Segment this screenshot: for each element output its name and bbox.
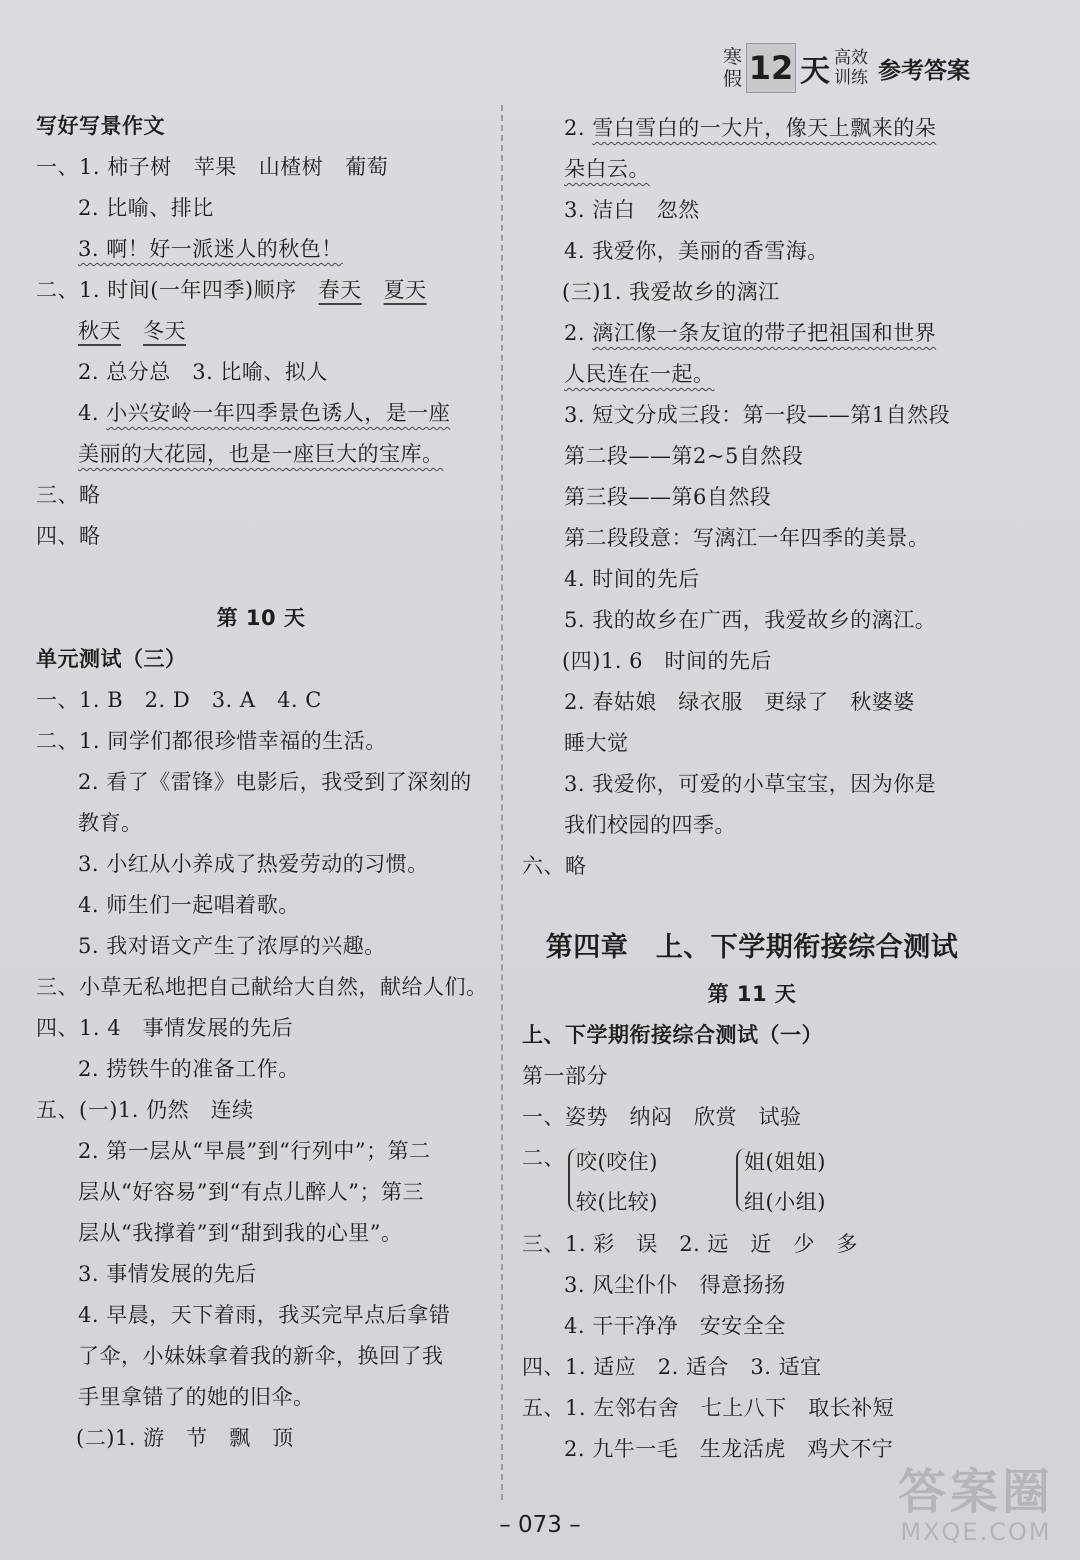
answer-line: 第三段——第6自然段 (564, 485, 772, 509)
answer-line: 层从“好容易”到“有点儿醉人”；第三 (78, 1180, 424, 1204)
day-count-badge: 12 (746, 43, 796, 93)
chapter-heading: 第四章 上、下学期衔接综合测试 (545, 932, 959, 963)
answer-line: 四、1. 4 事情发展的先后 (36, 1016, 294, 1040)
answer-line: 5. 我对语文产生了浓厚的兴趣。 (78, 934, 386, 958)
answer-line: 一、1. B 2. D 3. A 4. C (36, 688, 322, 712)
part-heading: 第一部分 (522, 1064, 608, 1088)
answer-line: 2. 漓江像一条友谊的带子把祖国和世界 (564, 321, 937, 345)
answer-line: 3. 洁白 忽然 (564, 198, 700, 222)
answer-line: (四)1. 6 时间的先后 (562, 649, 772, 673)
answer-line: 我们校园的四季。 (564, 813, 736, 837)
answer-line: 睡大觉 (564, 731, 629, 755)
answer-line: 美丽的大花园，也是一座巨大的宝库。 (78, 442, 444, 466)
answer-line: 二、1. 同学们都很珍惜幸福的生活。 (36, 729, 387, 753)
header-title: 参考答案 (878, 57, 970, 84)
answer-line: 一、1. 柿子树 苹果 山楂树 葡萄 (36, 155, 389, 179)
header-brand (723, 44, 970, 92)
answer-line: 秋天 冬天 (78, 319, 186, 343)
answer-line: 3. 短文分成三段：第一段——第1自然段 (564, 403, 951, 427)
answer-line: 2. 春姑娘 绿衣服 更绿了 秋婆婆 (564, 690, 915, 714)
answer-line: 三、小草无私地把自己献给大自然，献给人们。 (36, 975, 488, 999)
answer-line: 二、 (522, 1146, 565, 1170)
answer-line: 层从“我撑着”到“甜到我的心里”。 (78, 1221, 403, 1245)
answer-line: 5. 我的故乡在广西，我爱故乡的漓江。 (564, 608, 937, 632)
answer-line: 2. 比喻、排比 (78, 196, 214, 220)
answer-line: 朵白云。 (564, 157, 650, 181)
answer-line: 四、1. 适应 2. 适合 3. 适宜 (522, 1355, 822, 1379)
answer-line: 五、(一)1. 仍然 连续 (36, 1098, 254, 1122)
answer-line: 教育。 (78, 811, 143, 835)
answer-line: 2. 第一层从“早晨”到“行列中”；第二 (78, 1139, 431, 1163)
answer-line: 3. 我爱你，可爱的小草宝宝，因为你是 (564, 772, 937, 796)
section-heading: 单元测试（三） (36, 647, 187, 671)
day-heading: 第 11 天 (707, 982, 797, 1006)
answer-line: 4. 干干净净 安安全全 (564, 1314, 786, 1338)
answer-line: 4. 我爱你，美丽的香雪海。 (564, 239, 829, 263)
answer-line: 咬(咬住) (576, 1150, 658, 1174)
answer-line: 4. 时间的先后 (564, 567, 700, 591)
answer-line: 2. 雪白雪白的一大片，像天上飘来的朵 (564, 116, 937, 140)
page-number: – 073 – (499, 1512, 581, 1538)
answer-line: 2. 看了《雷锋》电影后，我受到了深刻的 (78, 770, 472, 794)
section-heading: 上、下学期衔接综合测试（一） (522, 1023, 823, 1047)
answer-line: 第二段段意：写漓江一年四季的美景。 (564, 526, 930, 550)
answer-line: (二)1. 游 节 飘 顶 (76, 1426, 294, 1450)
column-divider (501, 105, 503, 1500)
answer-line: 4. 早晨，天下着雨，我买完早点后拿错 (78, 1303, 451, 1327)
answer-line: 人民连在一起。 (564, 362, 715, 386)
answer-line: 4. 师生们一起唱着歌。 (78, 893, 300, 917)
answer-line: 组(小组) (744, 1190, 826, 1214)
answer-line: 了伞，小妹妹拿着我的新伞，换回了我 (78, 1344, 444, 1368)
answer-line: 3. 啊！好一派迷人的秋色！ (78, 237, 343, 261)
answer-line: 二、1. 时间(一年四季)顺序 春天 夏天 (36, 278, 427, 302)
answer-line: 手里拿错了的她的旧伞。 (78, 1385, 315, 1409)
answer-line: (三)1. 我爱故乡的漓江 (562, 280, 780, 304)
answer-line: 3. 风尘仆仆 得意扬扬 (564, 1273, 786, 1297)
day-heading: 第 10 天 (216, 606, 306, 630)
efficiency-label: 高效 训练 (834, 48, 868, 88)
section-heading: 写好写景作文 (36, 114, 165, 138)
answer-line: 三、1. 彩 误 2. 远 近 少 多 (522, 1232, 858, 1256)
answer-line: 一、姿势 纳闷 欣赏 试验 (522, 1105, 802, 1129)
answer-line: 姐(姐姐) (744, 1150, 826, 1174)
answer-line: 五、1. 左邻右舍 七上八下 取长补短 (522, 1396, 895, 1420)
answer-line: 3. 事情发展的先后 (78, 1262, 257, 1286)
answer-line: 较(比较) (576, 1190, 658, 1214)
day-unit: 天 (800, 54, 830, 89)
answer-line: 第二段——第2~5自然段 (564, 444, 804, 468)
answer-line: 2. 九牛一毛 生龙活虎 鸡犬不宁 (564, 1437, 894, 1461)
answer-line: 三、略 (36, 483, 101, 507)
answer-line: 2. 捞铁牛的准备工作。 (78, 1057, 300, 1081)
watermark-logo: 答案圈 MXQE.COM (897, 1464, 1054, 1546)
answer-line: 4. 小兴安岭一年四季景色诱人，是一座 (78, 401, 451, 425)
answer-line: 四、略 (36, 524, 101, 548)
answer-line: 六、略 (522, 854, 587, 878)
answer-line: 3. 小红从小养成了热爱劳动的习惯。 (78, 852, 429, 876)
season-label: 寒 假 (722, 46, 742, 90)
answer-line: 2. 总分总 3. 比喻、拟人 (78, 360, 328, 384)
